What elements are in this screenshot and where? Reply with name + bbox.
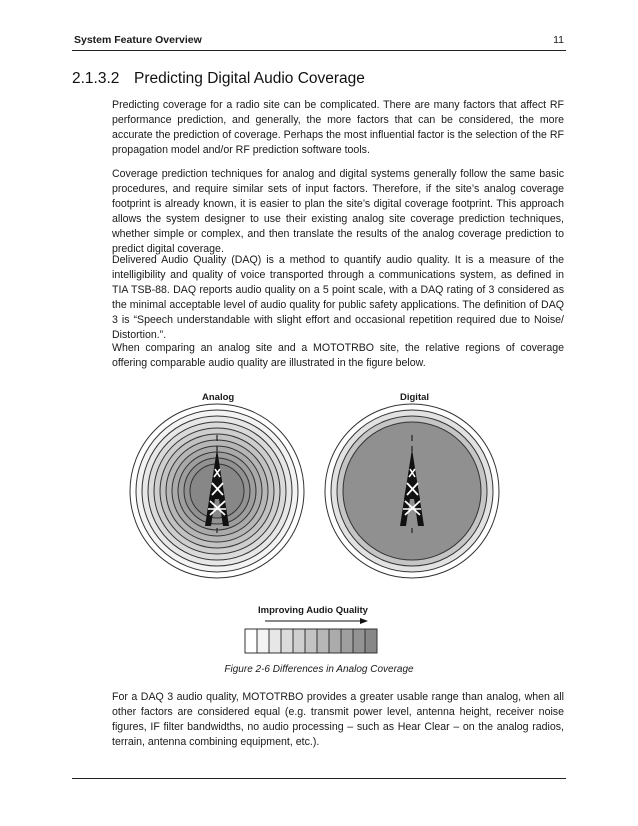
header-title: System Feature Overview [74,34,202,46]
scale-cell [257,629,269,653]
footer-rule [72,778,566,779]
scale-cell [341,629,353,653]
scale-cell [269,629,281,653]
digital-label: Digital [400,392,430,403]
paragraph-conclusion: For a DAQ 3 audio quality, MOTOTRBO provides a greater usable range than analog, when all other factors are considered equal (e.g. transmit power level, antenna height, receiver noise figures, IF filter bandwidths, no audio processing – such as Hear Clear – on the analog radios, terrain, antenna combining equipment, etc.). [112,691,564,748]
paragraph-intro: Predicting coverage for a radio site can be complicated. There are many factors that affect RF performance prediction, and generally, the more factors that can be considered, the more accurate the prediction of coverage. Perhaps the most influential factor is the selection of the RF propagation model and/or RF prediction software tools. [112,99,564,156]
scale-cell [293,629,305,653]
scale-cell [329,629,341,653]
scale-cell [245,629,257,653]
scale-cell [317,629,329,653]
paragraph-coverage-techniques: Coverage prediction techniques for analog and digital systems generally follow the same basic procedures, and require similar sets of input factors. Therefore, if the site’s analog coverage footprint is already known, it is easier to plan the site’s digital coverage footprint. This approach allows the system designer to use their existing analog site coverage prediction techniques, whether simple or complex, and then translate the results of the analog coverage prediction to predict digital coverage. [112,168,564,255]
section-title: Predicting Digital Audio Coverage [134,70,365,87]
scale-cell [305,629,317,653]
scale-cell [281,629,293,653]
paragraph-daq-definition: Delivered Audio Quality (DAQ) is a method to quantify audio quality. It is a measure of the intelligibility and quality of voice transported through a communications system, as defined in TIA TSB-88. DAQ reports audio quality on a 5 point scale, with a DAQ rating of 3 considered as the minimal acceptable level of audio quality for public safety applications. The definition of DAQ 3 is “Speech understandable with slight effort and occasional repetition required due to Noise/ Distortion.”. [112,254,564,341]
page-number: 11 [553,34,564,46]
audio-quality-scale [245,629,377,653]
section-number: 2.1.3.2 [72,70,120,87]
scale-label: Improving Audio Quality [258,605,368,616]
quality-arrow-head [360,618,368,624]
scale-cell [365,629,377,653]
paragraph-comparison: When comparing an analog site and a MOTOTRBO site, the relative regions of coverage offering comparable audio quality are illustrated in the figure below. [112,342,564,369]
analog-label: Analog [202,392,235,403]
scale-cell [353,629,365,653]
figure-caption: Figure 2-6 Differences in Analog Coverage [224,664,414,675]
